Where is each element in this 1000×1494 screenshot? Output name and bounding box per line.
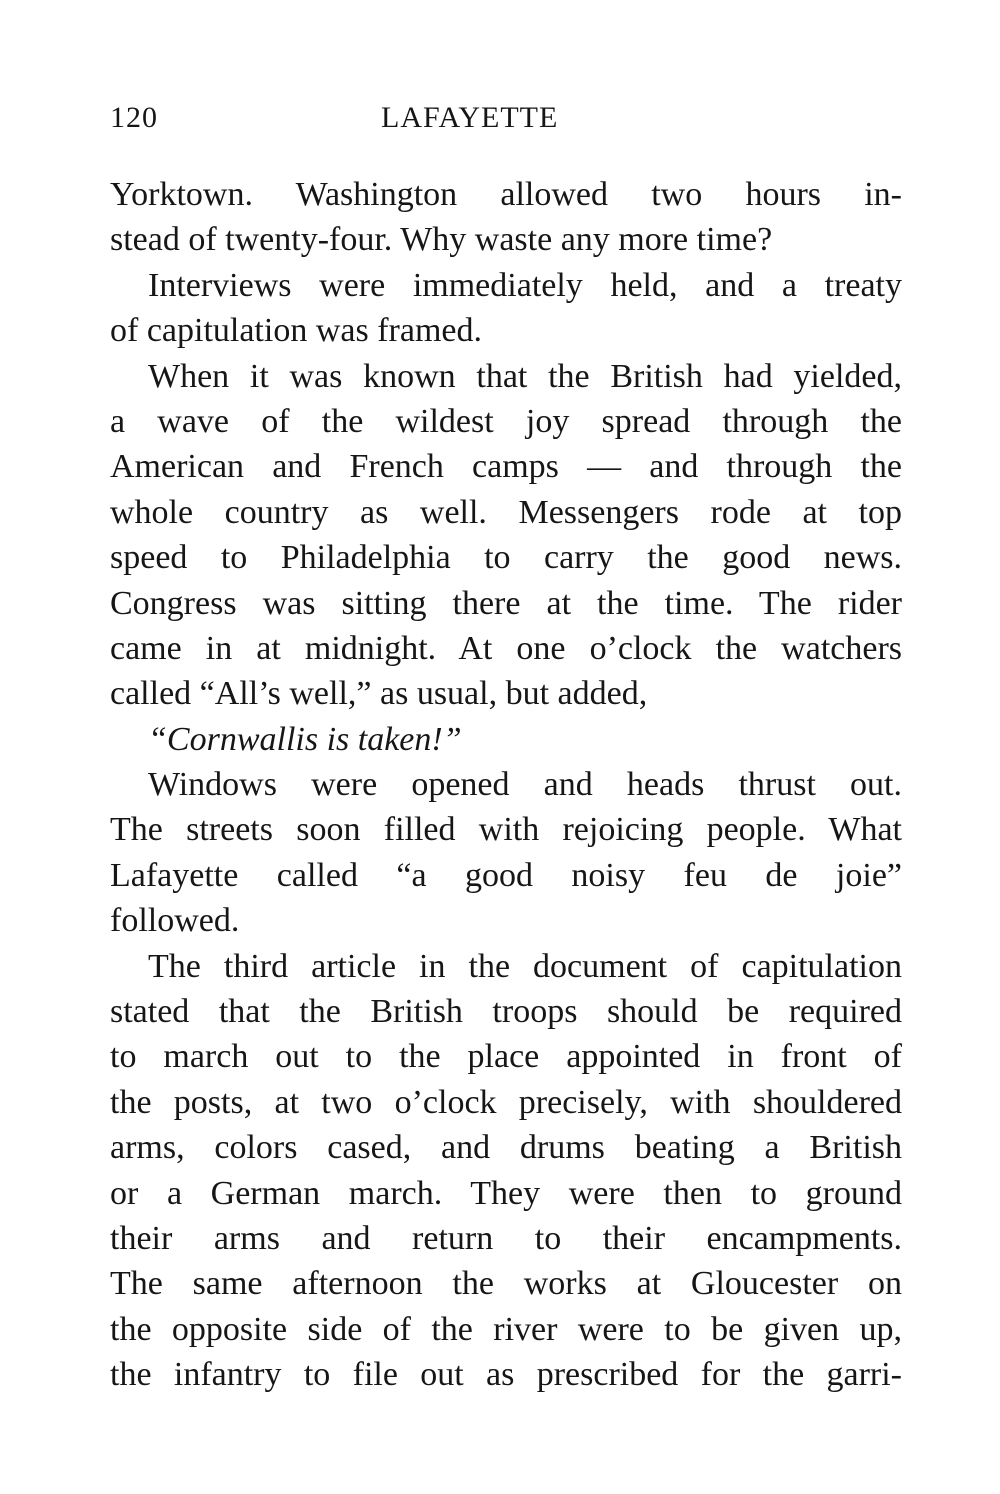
text-line: Windows were opened and heads thrust out.	[148, 766, 902, 804]
text-line: When it was known that the British had yielded,	[148, 357, 902, 395]
text-line: American and French camps — and through the	[110, 448, 902, 486]
text-line: the opposite side of the river were to be given up,	[110, 1310, 902, 1348]
text-line: stead of twenty-four. Why waste any more time?	[110, 221, 773, 259]
text-line: a wave of the wildest joy spread through the	[110, 402, 902, 440]
body-text	[110, 172, 902, 1398]
text-line: of capitulation was framed.	[110, 312, 482, 350]
text-line: their arms and return to their encampments.	[110, 1219, 902, 1257]
text-line: The same afternoon the works at Gloucester on	[110, 1265, 902, 1303]
running-title: LAFAYETTE	[381, 101, 559, 134]
text-line: speed to Philadelphia to carry the good news.	[110, 539, 902, 577]
text-line: the posts, at two o’clock precisely, with shouldered	[110, 1083, 902, 1121]
text-line: whole country as well. Messengers rode at top	[110, 493, 902, 531]
text-line: the infantry to file out as prescribed for the garri-	[110, 1356, 902, 1394]
text-line: arms, colors cased, and drums beating a British	[110, 1129, 902, 1167]
text-line: Interviews were immediately held, and a treaty	[148, 266, 902, 304]
text-line: Lafayette called “a good noisy feu de joie”	[110, 856, 902, 894]
quoted-exclamation: “Cornwallis is taken!”	[148, 720, 462, 758]
text-line: came in at midnight. At one o’clock the watchers	[110, 629, 902, 667]
text-line: to march out to the place appointed in front of	[110, 1038, 902, 1076]
text-line: or a German march. They were then to ground	[110, 1174, 902, 1212]
text-line: stated that the British troops should be required	[110, 993, 902, 1031]
page-header	[110, 96, 902, 140]
text-line: The streets soon filled with rejoicing people. What	[110, 811, 902, 849]
text-line: The third article in the document of capitulation	[148, 947, 902, 985]
text-line: Congress was sitting there at the time. The rider	[110, 584, 902, 622]
page-number: 120	[110, 101, 158, 134]
text-line: Yorktown. Washington allowed two hours in-	[110, 176, 902, 213]
text-line: followed.	[110, 902, 240, 940]
text-line: called “All’s well,” as usual, but added,	[110, 675, 648, 713]
